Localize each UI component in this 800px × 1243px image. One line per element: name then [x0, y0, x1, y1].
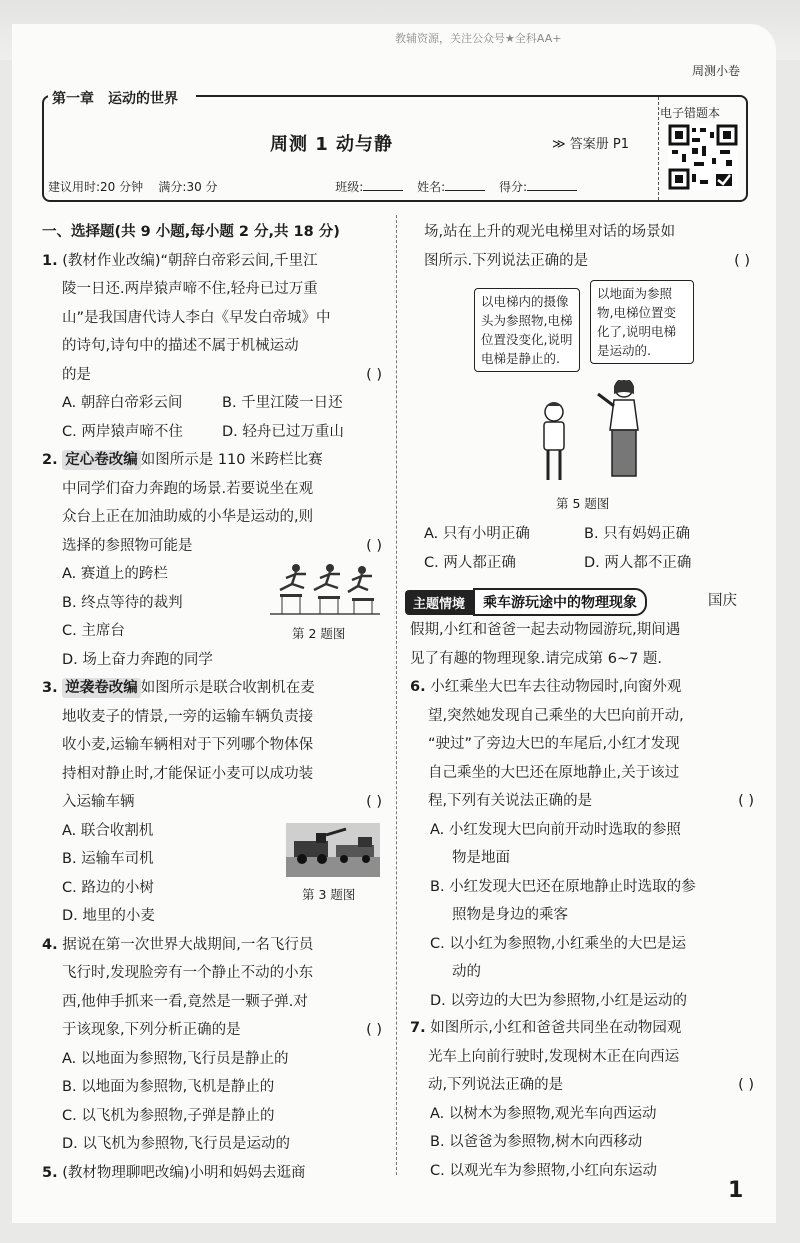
option-b[interactable]: B. 终点等待的裁判	[62, 594, 183, 611]
q3-line: 持相对静止时,才能保证小麦可以成功装	[62, 765, 314, 782]
option-b[interactable]: B. 千里江陵一日还	[222, 395, 343, 411]
q1-line: 山”是我国唐代诗人李白《早发白帝城》中	[62, 309, 331, 326]
q5-line: 场,站在上升的观光电梯里对话的场景如	[424, 224, 676, 240]
score-field[interactable]	[527, 190, 577, 191]
option-a[interactable]: A. 赛道上的跨栏	[62, 566, 168, 582]
option-a[interactable]: A. 只有小明正确	[424, 526, 530, 542]
option-c[interactable]: C. 路边的小树	[62, 879, 154, 896]
q3-line: 地收麦子的情景,一旁的运输车辆负责接	[62, 708, 314, 725]
name-field[interactable]	[445, 190, 485, 191]
q5-options	[424, 520, 754, 577]
q4-line: 据说在第一次世界大战期间,一名飞行员	[62, 936, 314, 953]
option-a-line: A. 小红发现大巴向前开动时选取的参照	[430, 821, 681, 838]
option-b[interactable]: B. 只有妈妈正确	[584, 526, 691, 542]
top-banner: 教辅资源，关注公众号★全科AA+	[395, 32, 562, 45]
option-a-line: 物是地面	[452, 850, 510, 866]
question-3	[42, 674, 382, 931]
answer-paren[interactable]: ( )	[366, 1022, 382, 1038]
answer-paren[interactable]: ( )	[366, 366, 382, 383]
weekly-tag: 周测小卷	[692, 64, 741, 78]
q4-line: 飞行时,发现脸旁有一个静止不动的小东	[62, 965, 314, 981]
q5-line: 图所示.下列说法正确的是	[424, 252, 589, 269]
option-d[interactable]: D. 地里的小麦	[62, 908, 155, 924]
option-d[interactable]: D. 轻舟已过万重山	[222, 423, 344, 440]
scene-line: 假期,小红和爸爸一起去动物园游玩,期间遇	[410, 622, 681, 638]
bubble-mother: 以地面为参照物,电梯位置变化了,说明电梯是运动的.	[590, 280, 694, 364]
q4-number: 4.	[42, 936, 58, 953]
q3-number: 3.	[42, 680, 58, 696]
q7-line: 光车上向前行驶时,发现树木正在向西运	[428, 1048, 680, 1065]
option-b-line: 照物是身边的乘客	[452, 907, 568, 923]
q1-line: (教材作业改编)“朝辞白帝彩云间,千里江	[62, 252, 318, 269]
option-b[interactable]: B. 运输车司机	[62, 851, 154, 867]
q2-line: 如图所示是 110 米跨栏比赛	[140, 452, 323, 468]
qr-label: 电子错题本	[660, 106, 721, 120]
chapter-heading	[48, 88, 196, 108]
q1-line: 的诗句,诗句中的描述不属于机械运动	[62, 338, 299, 354]
option-c[interactable]: C. 以观光车为参照物,小红向东运动	[430, 1162, 657, 1179]
q6-line: 程,下列有关说法正确的是	[428, 793, 593, 809]
q3-line: 入运输车辆	[62, 794, 135, 810]
q7-line: 如图所示,小红和爸爸共同坐在动物园观	[430, 1020, 682, 1036]
q6-line: 望,突然她发现自己乘坐的大巴向前开动,	[428, 707, 684, 724]
option-d[interactable]: D. 两人都不正确	[584, 554, 692, 571]
option-d[interactable]	[410, 987, 754, 1016]
q6-line: 自己乘坐的大巴还在原地静止,关于该过	[428, 764, 680, 781]
answer-paren[interactable]: ( )	[734, 252, 750, 269]
answer-paren[interactable]: ( )	[738, 1077, 754, 1093]
test-title: 周测 1 动与静	[270, 134, 394, 155]
chapter-number: 第一章	[52, 91, 94, 107]
option-d[interactable]: D. 场上奋力奔跑的同学	[62, 651, 213, 668]
q7-number: 7.	[410, 1020, 426, 1036]
q2-figure-caption: 第 2 题图	[292, 626, 346, 641]
q2-line: 中同学们奋力奔跑的场景.若要说坐在观	[62, 480, 314, 497]
scene-line: 国庆	[708, 593, 737, 609]
q5-figure-caption: 第 5 题图	[556, 496, 610, 511]
q3-line: 收小麦,运输车辆相对于下列哪个物体保	[62, 737, 314, 753]
answer-paren[interactable]: ( )	[366, 537, 382, 554]
q3-line: 如图所示是联合收割机在麦	[140, 680, 315, 696]
hurdle-race-figure	[270, 560, 380, 618]
question-2	[42, 446, 382, 674]
option-a[interactable]: A. 联合收割机	[62, 822, 154, 839]
option-c-line: 动的	[452, 964, 481, 980]
scene-text	[410, 616, 754, 673]
option-c[interactable]	[410, 930, 754, 987]
q1-number: 1.	[42, 252, 58, 269]
q2-source-tag: 定心卷改编	[62, 450, 141, 470]
option-d-line: D. 以旁边的大巴为参照物,小红是运动的	[430, 992, 687, 1009]
qr-divider	[658, 97, 659, 200]
option-d[interactable]: D. 以飞机为参照物,飞行员是运动的	[62, 1136, 290, 1152]
left-column	[42, 218, 382, 1187]
right-column	[410, 218, 750, 275]
theme-label: 主题情境	[405, 590, 473, 615]
q2-line: 众台上正在加油助威的小华是运动的,则	[62, 509, 314, 525]
theme-title: 乘车游玩途中的物理现象	[473, 588, 647, 616]
question-7	[410, 1014, 754, 1185]
bubble-xiaoming: 以电梯内的摄像头为参照物,电梯位置没变化,说明电梯是静止的.	[474, 288, 580, 372]
class-field[interactable]	[363, 190, 403, 191]
q4-line: 西,他伸手抓来一看,竟然是一颗子弹.对	[62, 993, 308, 1010]
elevator-conversation-figure	[520, 380, 660, 488]
theme-scene-banner	[405, 588, 647, 616]
option-a[interactable]: A. 以地面为参照物,飞行员是静止的	[62, 1050, 289, 1067]
option-b[interactable]: B. 以地面为参照物,飞机是静止的	[62, 1079, 275, 1095]
question-4	[42, 931, 382, 1159]
question-5-start	[42, 1159, 382, 1188]
q6-number: 6.	[410, 679, 426, 695]
question-6	[410, 673, 754, 1015]
q7-line: 动,下列说法正确的是	[428, 1077, 564, 1093]
class-label: 班级:	[335, 180, 364, 194]
meta-row	[48, 178, 648, 195]
option-a[interactable]: A. 以树木为参照物,观光车向西运动	[430, 1105, 657, 1122]
q1-line: 的是	[62, 366, 91, 383]
q1-line: 陵一日还.两岸猿声啼不住,轻舟已过万重	[62, 281, 318, 297]
question-1	[42, 247, 382, 447]
q4-line: 于该现象,下列分析正确的是	[62, 1022, 241, 1038]
q6-line: “驶过”了旁边大巴的车尾后,小红才发现	[428, 736, 680, 752]
answer-paren[interactable]: ( )	[738, 793, 754, 809]
option-b[interactable]	[410, 873, 754, 930]
suggested-time: 建议用时:20 分钟	[48, 180, 144, 194]
chapter-title: 运动的世界	[108, 91, 178, 107]
section-title: 一、选择题(共 9 小题,每小题 2 分,共 18 分)	[42, 224, 340, 240]
option-c-line: C. 以小红为参照物,小红乘坐的大巴是运	[430, 935, 686, 952]
q2-line: 选择的参照物可能是	[62, 537, 193, 554]
answer-reference: ≫ 答案册 P1	[552, 137, 629, 152]
q3-figure-caption: 第 3 题图	[302, 886, 356, 902]
full-score: 满分:30 分	[158, 180, 218, 194]
option-a[interactable]: A. 朝辞白帝彩云间	[62, 395, 183, 411]
name-label: 姓名:	[417, 180, 446, 194]
option-c[interactable]: C. 以飞机为参照物,子弹是静止的	[62, 1107, 275, 1124]
column-divider	[396, 215, 397, 1175]
option-b[interactable]: B. 以爸爸为参照物,树木向西移动	[430, 1134, 643, 1150]
harvester-figure	[286, 823, 380, 877]
scene-line: 见了有趣的物理现象.请完成第 6~7 题.	[410, 650, 663, 667]
option-b-line: B. 小红发现大巴还在原地静止时选取的参	[430, 878, 696, 895]
option-a[interactable]	[410, 816, 754, 873]
q5-line: (教材物理聊吧改编)小明和妈妈去逛商	[62, 1164, 306, 1181]
q1-options	[42, 389, 382, 446]
option-c[interactable]: C. 两人都正确	[424, 554, 516, 571]
option-c[interactable]: C. 两岸猿声啼不住	[62, 423, 183, 440]
q2-number: 2.	[42, 452, 58, 468]
q6-line: 小红乘坐大巴车去往动物园时,向窗外观	[430, 679, 682, 695]
q5-number: 5.	[42, 1164, 58, 1181]
answer-paren[interactable]: ( )	[366, 794, 382, 810]
page-number: 1	[728, 1178, 744, 1203]
q3-source-tag: 逆袭卷改编	[62, 678, 141, 698]
qr-code-icon[interactable]	[668, 124, 738, 190]
option-c[interactable]: C. 主席台	[62, 623, 125, 639]
score-label: 得分:	[498, 180, 527, 194]
